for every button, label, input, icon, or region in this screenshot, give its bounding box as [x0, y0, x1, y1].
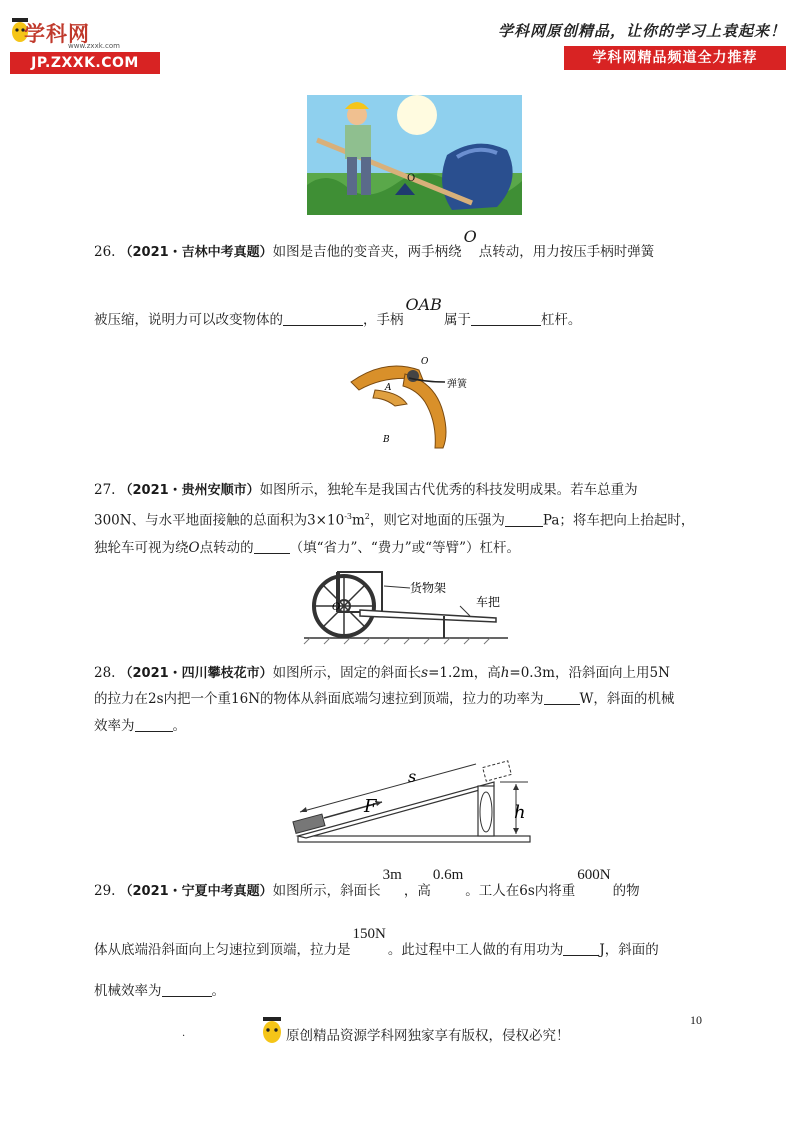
question-text: 如图所示，斜面长 [272, 883, 381, 899]
question-text: Pa；将车把向上抬起时， [542, 512, 695, 529]
logo-url: JP.ZXXK.COM [10, 52, 160, 74]
question-text: 独轮车可视为绕 [94, 539, 189, 556]
math-value: 3×10 [307, 512, 345, 529]
math-symbol: OAB [405, 295, 442, 314]
fig-label-o: O [407, 173, 416, 184]
question-28 [94, 661, 714, 739]
question-text: 如图是吉他的变音夹，两手柄绕 [272, 244, 462, 260]
question-text: 被压缩，说明力可以改变物体的 [94, 312, 283, 328]
math-exponent: 2 [364, 512, 370, 521]
question-text: 。 [211, 983, 225, 999]
footer-dot: . [182, 1028, 186, 1039]
math-value: 600N [577, 867, 611, 883]
question-text: 的物 [612, 883, 640, 899]
question-text: ，则它对地面的压强为 [369, 512, 505, 529]
question-text: J，斜面的 [599, 942, 659, 958]
question-text: 点转动的 [199, 539, 254, 556]
question-text: 如图所示，固定的斜面长 [272, 665, 422, 681]
question-text: ，手柄 [363, 312, 404, 328]
math-symbol: h [500, 665, 510, 681]
mascot-icon [260, 1014, 284, 1046]
math-unit: m [351, 512, 365, 529]
question-text: （填“省力”、“费力”或“等臂”）杠杆。 [289, 539, 520, 556]
question-text: 机械效率为 [94, 983, 162, 999]
page-number: 10 [690, 1013, 702, 1027]
question-source-tag: （2021・四川攀枝花市） [119, 666, 273, 681]
question-text: 体从底端沿斜面向上匀速拉到顶端，拉力是 [94, 942, 351, 958]
fig-label-b: B [383, 435, 390, 445]
question-text: 。此过程中工人做的有用功为 [387, 942, 564, 958]
question-text: 属于 [443, 312, 471, 328]
logo-text: 学科网 [24, 22, 90, 46]
fig-label-h: h [514, 802, 526, 823]
fig-label-o: O [332, 602, 341, 613]
question-text: 效率为 [94, 718, 135, 734]
fig-label-o: O [421, 357, 429, 367]
incline-plane-figure [288, 752, 548, 848]
math-symbol: O [188, 539, 200, 556]
question-text: 。 [172, 718, 186, 734]
question-text: W，斜面的机械 [579, 691, 675, 707]
question-text: 点转动，用力按压手柄时弹簧 [478, 244, 655, 260]
question-number: 27. [94, 482, 116, 498]
fig-label-a: A [385, 383, 392, 393]
question-number: 28. [94, 665, 116, 681]
math-value: 150N [352, 926, 386, 942]
fig-label-s: s [408, 767, 417, 786]
question-number: 29. [94, 883, 116, 899]
answer-blank[interactable] [283, 311, 363, 326]
math-value: 3m [382, 867, 402, 883]
answer-blank[interactable] [254, 539, 290, 554]
answer-blank[interactable] [563, 941, 599, 956]
answer-blank[interactable] [505, 512, 543, 527]
question-29 [94, 867, 714, 1003]
fig-label-f: F [364, 796, 377, 817]
question-text: =0.3m，沿斜面向上用5N [509, 665, 670, 681]
wheelbarrow-figure [300, 566, 512, 646]
question-source-tag: （2021・贵州安顺市） [119, 483, 260, 498]
fig-label-rack: 货物架 [410, 581, 447, 595]
question-text: 的拉力在2s内把一个重16N的物体从斜面底端匀速拉到顶端，拉力的功率为 [94, 691, 544, 707]
question-text: 。工人在6s内将重 [465, 883, 576, 899]
logo-url-small: www.zxxk.com [68, 42, 120, 50]
footer-copyright: 原创精品资源学科网独家享有版权，侵权必究！ [286, 1028, 570, 1044]
question-text: ，高 [403, 883, 431, 899]
answer-blank[interactable] [471, 311, 541, 326]
question-source-tag: （2021・宁夏中考真题） [119, 884, 273, 899]
math-exponent: -3 [344, 512, 352, 521]
math-symbol: s [421, 665, 429, 681]
math-value: 0.6m [432, 867, 464, 883]
lever-rock-figure [307, 95, 522, 215]
question-text: 300N、与水平地面接触的总面积为 [94, 512, 308, 529]
question-27 [94, 478, 714, 562]
answer-blank[interactable] [544, 690, 580, 705]
question-text: 如图所示，独轮车是我国古代优秀的科技发明成果。若车总重为 [259, 482, 638, 498]
header-channel-badge[interactable]: 学科网精品频道全力推荐 [564, 46, 786, 70]
question-text: 杠杆。 [540, 312, 582, 328]
fig-label-spring: 弹簧 [447, 379, 467, 390]
answer-blank[interactable] [162, 982, 212, 997]
question-text: =1.2m，高 [428, 665, 501, 681]
answer-blank[interactable] [135, 717, 173, 732]
question-number: 26. [94, 244, 116, 260]
question-source-tag: （2021・吉林中考真题） [119, 245, 273, 260]
math-symbol: O [463, 227, 477, 246]
question-26 [94, 227, 714, 335]
fig-label-handle: 车把 [476, 595, 501, 609]
header-slogan: 学科网原创精品，让你的学习上袁起来！ [497, 22, 786, 40]
guitar-capo-figure [345, 352, 485, 452]
site-logo[interactable] [10, 14, 162, 74]
